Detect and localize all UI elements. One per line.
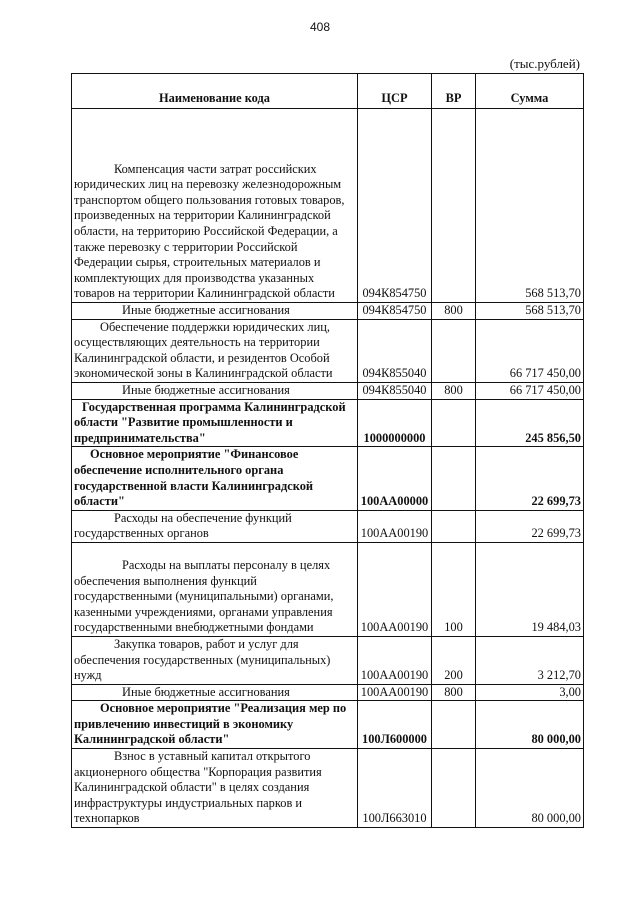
row-sum: 80 000,00 bbox=[476, 701, 584, 749]
units-label: (тыс.рублей) bbox=[509, 56, 580, 71]
row-csr: 094К855040 bbox=[358, 382, 432, 399]
row-vr bbox=[432, 447, 476, 510]
row-csr: 094К854750 bbox=[358, 303, 432, 320]
header-vr: ВР bbox=[432, 74, 476, 109]
row-csr: 094К854750 bbox=[358, 109, 432, 303]
row-name: Расходы на выплаты персоналу в целях обеспечения выполнения функций государственными (муниципальными) органами, казенными учреждениями, органами управления государственными внебюджетными фондами bbox=[72, 542, 358, 636]
table-row bbox=[72, 510, 584, 542]
row-csr: 100АА00000 bbox=[358, 447, 432, 510]
row-vr: 200 bbox=[432, 636, 476, 684]
table-row bbox=[72, 636, 584, 684]
row-vr bbox=[432, 701, 476, 749]
table-row bbox=[72, 303, 584, 320]
row-sum: 568 513,70 bbox=[476, 303, 584, 320]
row-csr: 094К855040 bbox=[358, 319, 432, 382]
row-name: Иные бюджетные ассигнования bbox=[72, 303, 358, 320]
row-vr bbox=[432, 749, 476, 828]
row-csr: 100Л663010 bbox=[358, 749, 432, 828]
table-row bbox=[72, 319, 584, 382]
row-name: Иные бюджетные ассигнования bbox=[72, 684, 358, 701]
header-name: Наименование кода bbox=[72, 74, 358, 109]
table-row bbox=[72, 399, 584, 447]
row-vr bbox=[432, 109, 476, 303]
row-csr: 1000000000 bbox=[358, 399, 432, 447]
table-row bbox=[72, 749, 584, 828]
row-sum: 19 484,03 bbox=[476, 542, 584, 636]
row-sum: 568 513,70 bbox=[476, 109, 584, 303]
row-name: Обеспечение поддержки юридических лиц, осуществляющих деятельность на территории Калининградской области, и резидентов Особой экономической зоны в Калининградской области bbox=[72, 319, 358, 382]
table-row bbox=[72, 109, 584, 303]
row-vr bbox=[432, 399, 476, 447]
table-row bbox=[72, 542, 584, 636]
row-csr: 100АА00190 bbox=[358, 542, 432, 636]
row-name: Взнос в уставный капитал открытого акционерного общества "Корпорация развития Калининградской области" в целях создания инфраструктуры индустриальных парков и технопарков bbox=[72, 749, 358, 828]
row-vr: 100 bbox=[432, 542, 476, 636]
page-number: 408 bbox=[309, 20, 331, 34]
row-vr: 800 bbox=[432, 684, 476, 701]
row-name: Закупка товаров, работ и услуг для обеспечения государственных (муниципальных) нужд bbox=[72, 636, 358, 684]
row-vr bbox=[432, 510, 476, 542]
header-sum: Сумма bbox=[476, 74, 584, 109]
table-row bbox=[72, 447, 584, 510]
budget-table bbox=[71, 73, 584, 828]
row-csr: 100Л600000 bbox=[358, 701, 432, 749]
table-header-row bbox=[72, 74, 584, 109]
row-sum: 3,00 bbox=[476, 684, 584, 701]
table-row bbox=[72, 684, 584, 701]
row-name: Основное мероприятие "Финансовое обеспечение исполнительного органа государственной власти Калининградской области" bbox=[72, 447, 358, 510]
table-row bbox=[72, 382, 584, 399]
row-csr: 100АА00190 bbox=[358, 684, 432, 701]
row-name: Расходы на обеспечение функций государственных органов bbox=[72, 510, 358, 542]
row-csr: 100АА00190 bbox=[358, 636, 432, 684]
row-name: Основное мероприятие "Реализация мер по привлечению инвестиций в экономику Калининградской области" bbox=[72, 701, 358, 749]
row-vr: 800 bbox=[432, 303, 476, 320]
row-name: Государственная программа Калининградской области "Развитие промышленности и предпринимательства" bbox=[72, 399, 358, 447]
row-sum: 22 699,73 bbox=[476, 510, 584, 542]
row-sum: 66 717 450,00 bbox=[476, 382, 584, 399]
row-sum: 3 212,70 bbox=[476, 636, 584, 684]
row-name: Иные бюджетные ассигнования bbox=[72, 382, 358, 399]
row-vr: 800 bbox=[432, 382, 476, 399]
table-row bbox=[72, 701, 584, 749]
row-vr bbox=[432, 319, 476, 382]
row-name: Компенсация части затрат российских юридических лиц на перевозку железнодорожным транспортом общего пользования готовых товаров, произведенных на территории Калининградской области, на территорию Российской Федерации, а также перевозку с территории Российской Федерации сырья, строительных материалов и комплектующих для производства указанных товаров на территории Калининградской области bbox=[72, 109, 358, 303]
row-sum: 245 856,50 bbox=[476, 399, 584, 447]
header-csr: ЦСР bbox=[358, 74, 432, 109]
row-sum: 66 717 450,00 bbox=[476, 319, 584, 382]
row-csr: 100АА00190 bbox=[358, 510, 432, 542]
row-sum: 80 000,00 bbox=[476, 749, 584, 828]
row-sum: 22 699,73 bbox=[476, 447, 584, 510]
